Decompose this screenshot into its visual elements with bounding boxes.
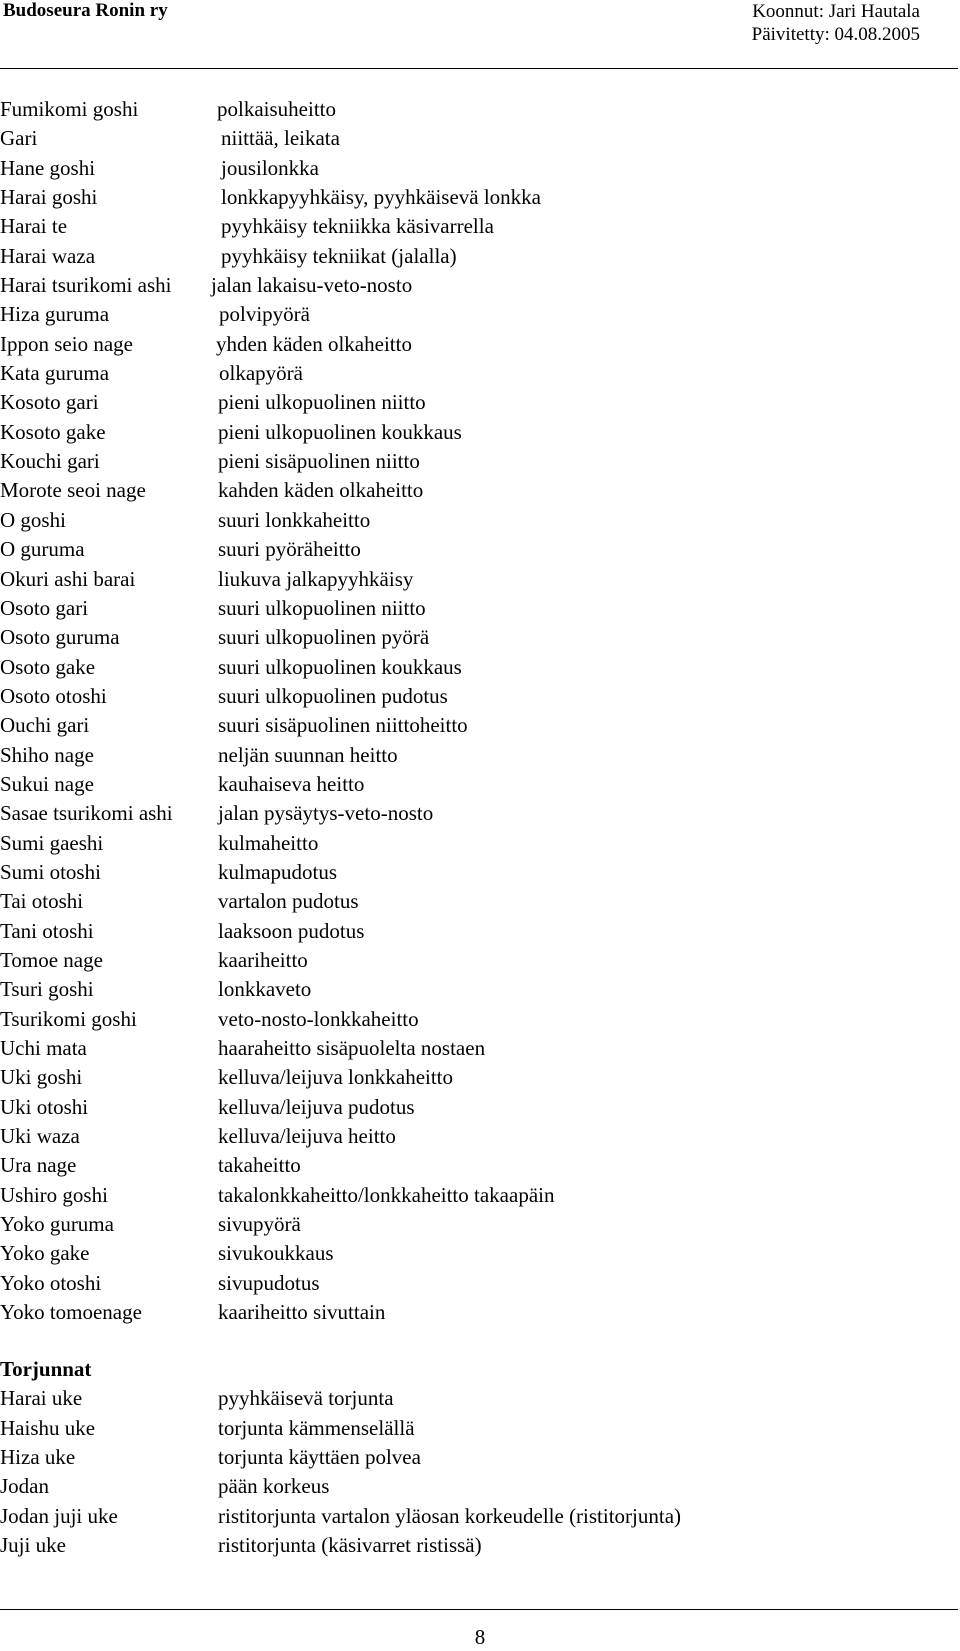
glossary-list [0,95,960,1561]
organization-name: Budoseura Ronin ry [3,0,168,21]
finnish-translation: sivupudotus [218,1270,320,1295]
finnish-translation: takalonkkaheitto/lonkkaheitto takaapäin [218,1182,555,1207]
finnish-translation: suuri ulkopuolinen pudotus [218,683,448,708]
japanese-term: Kosoto gake [0,419,106,444]
glossary-row [0,1531,960,1560]
finnish-translation: jalan lakaisu-veto-nosto [211,273,413,298]
finnish-translation: polvipyörä [219,302,310,327]
finnish-translation: suuri lonkkaheitto [218,507,371,532]
glossary-row [0,154,960,183]
japanese-term: Morote seoi nage [0,478,146,503]
japanese-term: Harai goshi [0,185,98,210]
finnish-translation: torjunta käyttäen polvea [218,1445,421,1470]
glossary-row [0,1005,960,1034]
japanese-term: O guruma [0,537,85,562]
japanese-term: Uchi mata [0,1036,87,1060]
glossary-row [0,388,960,417]
finnish-translation: kelluva/leijuva lonkkaheitto [218,1065,454,1090]
finnish-translation: liukuva jalkapyyhkäisy [218,566,414,591]
japanese-term: Hane goshi [0,155,96,180]
japanese-term: Uki otoshi [0,1094,89,1119]
updated-date: Päivitetty: 04.08.2005 [751,24,920,45]
footer-divider [0,1609,958,1610]
finnish-translation: laaksoon pudotus [218,918,365,943]
glossary-row [0,887,960,916]
finnish-translation: polkaisuheitto [217,97,336,121]
finnish-translation: pieni sisäpuolinen niitto [218,449,420,474]
finnish-translation: suuri ulkopuolinen niitto [218,595,426,620]
japanese-term: Ura nage [0,1153,77,1178]
section-title-blocks: Torjunnat [0,1357,92,1382]
japanese-term: Tai otoshi [0,889,84,914]
glossary-row [0,799,960,828]
techniques-list [0,95,960,1327]
glossary-row [0,1093,960,1122]
glossary-row [0,1181,960,1210]
japanese-term: Sukui nage [0,771,94,796]
finnish-translation: pyyhkäisevä torjunta [218,1386,394,1411]
glossary-row [0,653,960,682]
japanese-term: Ushiro goshi [0,1182,108,1207]
japanese-term: Sumi gaeshi [0,830,104,855]
finnish-translation: ristitorjunta vartalon yläosan korkeudelle (ristitorjunta) [218,1503,682,1528]
japanese-term: Sasae tsurikomi ashi [0,801,173,826]
japanese-term: Ouchi gari [0,713,90,738]
finnish-translation: kaariheitto [218,947,308,972]
japanese-term: Fumikomi goshi [0,97,139,121]
finnish-translation: sivukoukkaus [218,1241,334,1266]
glossary-row [0,242,960,271]
japanese-term: Tsurikomi goshi [0,1006,137,1031]
glossary-row [0,1414,960,1443]
japanese-term: Harai te [0,214,68,239]
glossary-row [0,183,960,212]
header-meta [752,0,920,46]
glossary-row [0,1384,960,1413]
finnish-translation: kelluva/leijuva heitto [218,1124,396,1149]
finnish-translation: kauhaiseva heitto [218,771,365,796]
japanese-term: Shiho nage [0,742,94,767]
finnish-translation: niittää, leikata [221,126,340,151]
glossary-row [0,212,960,241]
finnish-translation: pään korkeus [218,1474,330,1499]
japanese-term: Uki waza [0,1124,80,1149]
finnish-translation: suuri ulkopuolinen pyörä [218,625,430,650]
japanese-term: Harai waza [0,243,96,268]
finnish-translation: kulmapudotus [218,859,337,884]
header-divider [0,68,958,69]
japanese-term: Yoko tomoenage [0,1300,142,1325]
japanese-term: Jodan juji uke [0,1503,118,1528]
compiled-by: Koonnut: Jari Hautala [752,1,920,22]
finnish-translation: jousilonkka [221,155,319,180]
japanese-term: Kosoto gari [0,390,99,415]
glossary-row [0,506,960,535]
glossary-row [0,858,960,887]
finnish-translation: ristitorjunta (käsivarret ristissä) [218,1533,482,1558]
finnish-translation: suuri ulkopuolinen koukkaus [218,654,462,679]
finnish-translation: haaraheitto sisäpuolelta nostaen [218,1036,486,1060]
japanese-term: Hiza guruma [0,302,110,327]
japanese-term: Uki goshi [0,1065,83,1090]
japanese-term: Yoko gake [0,1241,90,1266]
japanese-term: Okuri ashi barai [0,566,136,591]
glossary-row [0,946,960,975]
japanese-term: O goshi [0,507,66,532]
finnish-translation: kaariheitto sivuttain [218,1300,386,1325]
japanese-term: Kata guruma [0,361,110,386]
glossary-row [0,359,960,388]
glossary-row [0,1063,960,1092]
page-number: 8 [474,1625,486,1649]
glossary-row [0,1122,960,1151]
finnish-translation: neljän suunnan heitto [218,742,398,767]
glossary-row [0,975,960,1004]
japanese-term: Hiza uke [0,1445,76,1470]
finnish-translation: suuri sisäpuolinen niittoheitto [218,713,468,738]
japanese-term: Kouchi gari [0,449,100,474]
japanese-term: Haishu uke [0,1415,96,1440]
finnish-translation: jalan pysäytys-veto-nosto [218,801,434,826]
japanese-term: Tsuri goshi [0,977,94,1002]
blocks-list [0,1384,960,1560]
glossary-row [0,1210,960,1239]
japanese-term: Osoto gake [0,654,96,679]
glossary-row [0,623,960,652]
finnish-translation: pieni ulkopuolinen koukkaus [218,419,462,444]
finnish-translation: pyyhkäisy tekniikka käsivarrella [221,214,494,239]
glossary-row [0,1298,960,1327]
finnish-translation: suuri pyöräheitto [218,537,361,562]
japanese-term: Sumi otoshi [0,859,101,884]
glossary-row [0,1034,960,1063]
glossary-row [0,95,960,124]
finnish-translation: vartalon pudotus [218,889,359,914]
japanese-term: Gari [0,126,38,151]
japanese-term: Yoko otoshi [0,1270,102,1295]
glossary-row [0,1269,960,1298]
finnish-translation: takaheitto [218,1153,301,1178]
glossary-row [0,770,960,799]
glossary-row [0,1502,960,1531]
finnish-translation: kelluva/leijuva pudotus [218,1094,415,1119]
japanese-term: Harai uke [0,1386,83,1411]
japanese-term: Harai tsurikomi ashi [0,273,172,298]
finnish-translation: yhden käden olkaheitto [216,331,412,356]
glossary-row [0,271,960,300]
glossary-row [0,565,960,594]
finnish-translation: pieni ulkopuolinen niitto [218,390,426,415]
japanese-term: Ippon seio nage [0,331,133,356]
glossary-row [0,300,960,329]
glossary-row [0,476,960,505]
glossary-row [0,829,960,858]
japanese-term: Tani otoshi [0,918,94,943]
japanese-term: Osoto gari [0,595,89,620]
finnish-translation: kulmaheitto [218,830,319,855]
finnish-translation: kahden käden olkaheitto [218,478,424,503]
glossary-row [0,124,960,153]
glossary-row [0,711,960,740]
glossary-row [0,1472,960,1501]
finnish-translation: olkapyörä [219,361,303,386]
glossary-row [0,535,960,564]
japanese-term: Jodan [0,1474,49,1499]
japanese-term: Juji uke [0,1533,66,1558]
glossary-row [0,741,960,770]
glossary-row [0,594,960,623]
page-header [0,0,920,58]
finnish-translation: lonkkapyyhkäisy, pyyhkäisevä lonkka [221,185,541,210]
finnish-translation: lonkkaveto [218,977,312,1002]
japanese-term: Osoto otoshi [0,683,107,708]
glossary-row [0,447,960,476]
glossary-row [0,1443,960,1472]
finnish-translation: sivupyörä [218,1212,301,1237]
glossary-row [0,1239,960,1268]
finnish-translation: veto-nosto-lonkkaheitto [218,1006,419,1031]
section-spacer [0,1327,960,1355]
japanese-term: Yoko guruma [0,1212,114,1237]
finnish-translation: pyyhkäisy tekniikat (jalalla) [221,243,457,268]
finnish-translation: torjunta kämmenselällä [218,1415,415,1440]
japanese-term: Tomoe nage [0,947,103,972]
japanese-term: Osoto guruma [0,625,120,650]
glossary-row [0,418,960,447]
glossary-row [0,330,960,359]
glossary-row [0,1151,960,1180]
glossary-row [0,917,960,946]
glossary-row [0,682,960,711]
